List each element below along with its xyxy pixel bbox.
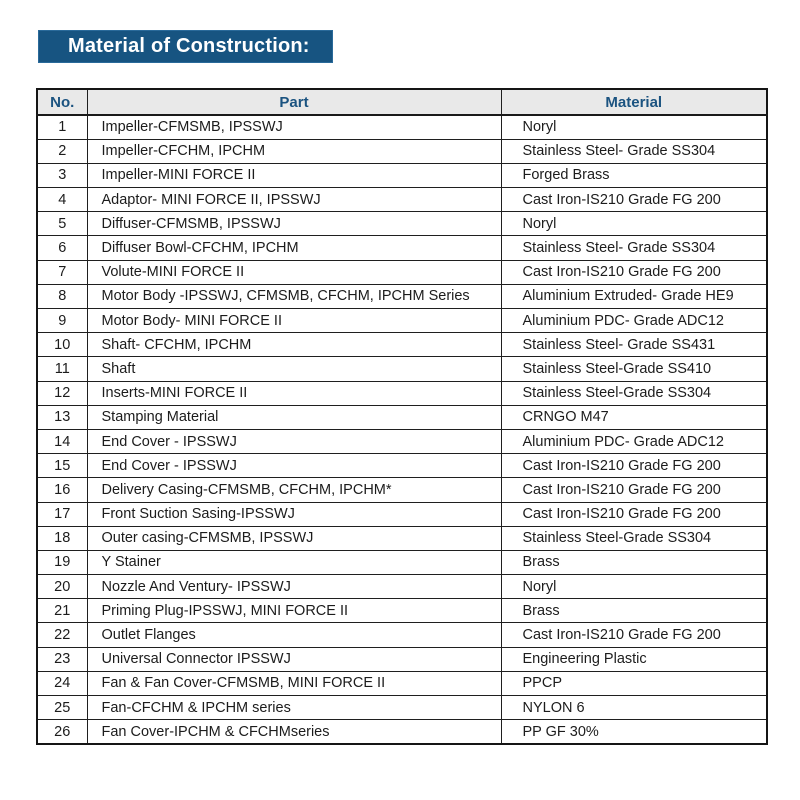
cell-no: 26	[37, 720, 87, 744]
cell-part: Inserts-MINI FORCE II	[87, 381, 501, 405]
table-row	[37, 260, 767, 284]
table-body	[37, 115, 767, 744]
cell-material: Stainless Steel-Grade SS304	[501, 381, 767, 405]
cell-part: Impeller-MINI FORCE II	[87, 163, 501, 187]
cell-part: Motor Body -IPSSWJ, CFMSMB, CFCHM, IPCHM Series	[87, 284, 501, 308]
cell-part: Fan Cover-IPCHM & CFCHMseries	[87, 720, 501, 744]
cell-no: 14	[37, 429, 87, 453]
cell-part: Priming Plug-IPSSWJ, MINI FORCE II	[87, 599, 501, 623]
table-row	[37, 526, 767, 550]
table-row	[37, 429, 767, 453]
table-row	[37, 115, 767, 139]
cell-material: Aluminium Extruded- Grade HE9	[501, 284, 767, 308]
cell-part: Diffuser-CFMSMB, IPSSWJ	[87, 212, 501, 236]
header-part: Part	[87, 89, 501, 115]
header-row	[37, 89, 767, 115]
cell-no: 21	[37, 599, 87, 623]
cell-no: 20	[37, 575, 87, 599]
cell-part: Adaptor- MINI FORCE II, IPSSWJ	[87, 188, 501, 212]
cell-part: Universal Connector IPSSWJ	[87, 647, 501, 671]
cell-material: Forged Brass	[501, 163, 767, 187]
table-row	[37, 454, 767, 478]
table-row	[37, 212, 767, 236]
cell-part: Y Stainer	[87, 550, 501, 574]
cell-material: Cast Iron-IS210 Grade FG 200	[501, 502, 767, 526]
cell-part: Diffuser Bowl-CFCHM, IPCHM	[87, 236, 501, 260]
cell-no: 13	[37, 405, 87, 429]
cell-no: 24	[37, 671, 87, 695]
cell-no: 1	[37, 115, 87, 139]
cell-part: Impeller-CFMSMB, IPSSWJ	[87, 115, 501, 139]
cell-part: Impeller-CFCHM, IPCHM	[87, 139, 501, 163]
cell-material: Stainless Steel- Grade SS304	[501, 139, 767, 163]
cell-part: Motor Body- MINI FORCE II	[87, 309, 501, 333]
cell-part: Outer casing-CFMSMB, IPSSWJ	[87, 526, 501, 550]
cell-no: 16	[37, 478, 87, 502]
cell-no: 18	[37, 526, 87, 550]
cell-material: Stainless Steel- Grade SS431	[501, 333, 767, 357]
cell-part: Front Suction Sasing-IPSSWJ	[87, 502, 501, 526]
cell-material: PP GF 30%	[501, 720, 767, 744]
cell-no: 2	[37, 139, 87, 163]
table-row	[37, 502, 767, 526]
table-row	[37, 333, 767, 357]
cell-no: 15	[37, 454, 87, 478]
cell-part: End Cover - IPSSWJ	[87, 429, 501, 453]
cell-no: 9	[37, 309, 87, 333]
table-row	[37, 381, 767, 405]
cell-part: Stamping Material	[87, 405, 501, 429]
cell-no: 19	[37, 550, 87, 574]
table-row	[37, 720, 767, 744]
cell-no: 11	[37, 357, 87, 381]
table-header	[37, 89, 767, 115]
cell-material: Cast Iron-IS210 Grade FG 200	[501, 260, 767, 284]
table-row	[37, 671, 767, 695]
page-title: Material of Construction:	[68, 35, 310, 57]
cell-material: Brass	[501, 599, 767, 623]
cell-no: 6	[37, 236, 87, 260]
cell-no: 10	[37, 333, 87, 357]
cell-no: 17	[37, 502, 87, 526]
table-row	[37, 696, 767, 720]
cell-no: 22	[37, 623, 87, 647]
table-row	[37, 575, 767, 599]
cell-material: Aluminium PDC- Grade ADC12	[501, 309, 767, 333]
table-row	[37, 309, 767, 333]
cell-part: Delivery Casing-CFMSMB, CFCHM, IPCHM*	[87, 478, 501, 502]
cell-no: 23	[37, 647, 87, 671]
cell-part: Outlet Flanges	[87, 623, 501, 647]
header-no: No.	[37, 89, 87, 115]
cell-no: 5	[37, 212, 87, 236]
table-row	[37, 188, 767, 212]
cell-material: Cast Iron-IS210 Grade FG 200	[501, 188, 767, 212]
cell-part: Volute-MINI FORCE II	[87, 260, 501, 284]
cell-material: Cast Iron-IS210 Grade FG 200	[501, 454, 767, 478]
cell-no: 4	[37, 188, 87, 212]
cell-material: Stainless Steel-Grade SS410	[501, 357, 767, 381]
materials-table	[36, 88, 768, 745]
cell-part: Nozzle And Ventury- IPSSWJ	[87, 575, 501, 599]
table-row	[37, 357, 767, 381]
table-row	[37, 139, 767, 163]
table-row	[37, 647, 767, 671]
cell-no: 7	[37, 260, 87, 284]
cell-material: Aluminium PDC- Grade ADC12	[501, 429, 767, 453]
table-row	[37, 405, 767, 429]
cell-part: Shaft	[87, 357, 501, 381]
table-row	[37, 623, 767, 647]
cell-material: Cast Iron-IS210 Grade FG 200	[501, 623, 767, 647]
table-row	[37, 163, 767, 187]
cell-part: End Cover - IPSSWJ	[87, 454, 501, 478]
cell-material: Stainless Steel- Grade SS304	[501, 236, 767, 260]
cell-part: Shaft- CFCHM, IPCHM	[87, 333, 501, 357]
cell-part: Fan-CFCHM & IPCHM series	[87, 696, 501, 720]
cell-material: Brass	[501, 550, 767, 574]
cell-no: 3	[37, 163, 87, 187]
table-row	[37, 284, 767, 308]
table-row	[37, 478, 767, 502]
cell-no: 25	[37, 696, 87, 720]
cell-material: NYLON 6	[501, 696, 767, 720]
table-row	[37, 599, 767, 623]
cell-material: Stainless Steel-Grade SS304	[501, 526, 767, 550]
cell-material: Noryl	[501, 212, 767, 236]
header-material: Material	[501, 89, 767, 115]
cell-material: Noryl	[501, 575, 767, 599]
table-row	[37, 550, 767, 574]
cell-material: CRNGO M47	[501, 405, 767, 429]
cell-no: 8	[37, 284, 87, 308]
cell-no: 12	[37, 381, 87, 405]
cell-material: Engineering Plastic	[501, 647, 767, 671]
table-row	[37, 236, 767, 260]
title-banner	[38, 30, 333, 63]
cell-material: Noryl	[501, 115, 767, 139]
cell-part: Fan & Fan Cover-CFMSMB, MINI FORCE II	[87, 671, 501, 695]
cell-material: Cast Iron-IS210 Grade FG 200	[501, 478, 767, 502]
cell-material: PPCP	[501, 671, 767, 695]
